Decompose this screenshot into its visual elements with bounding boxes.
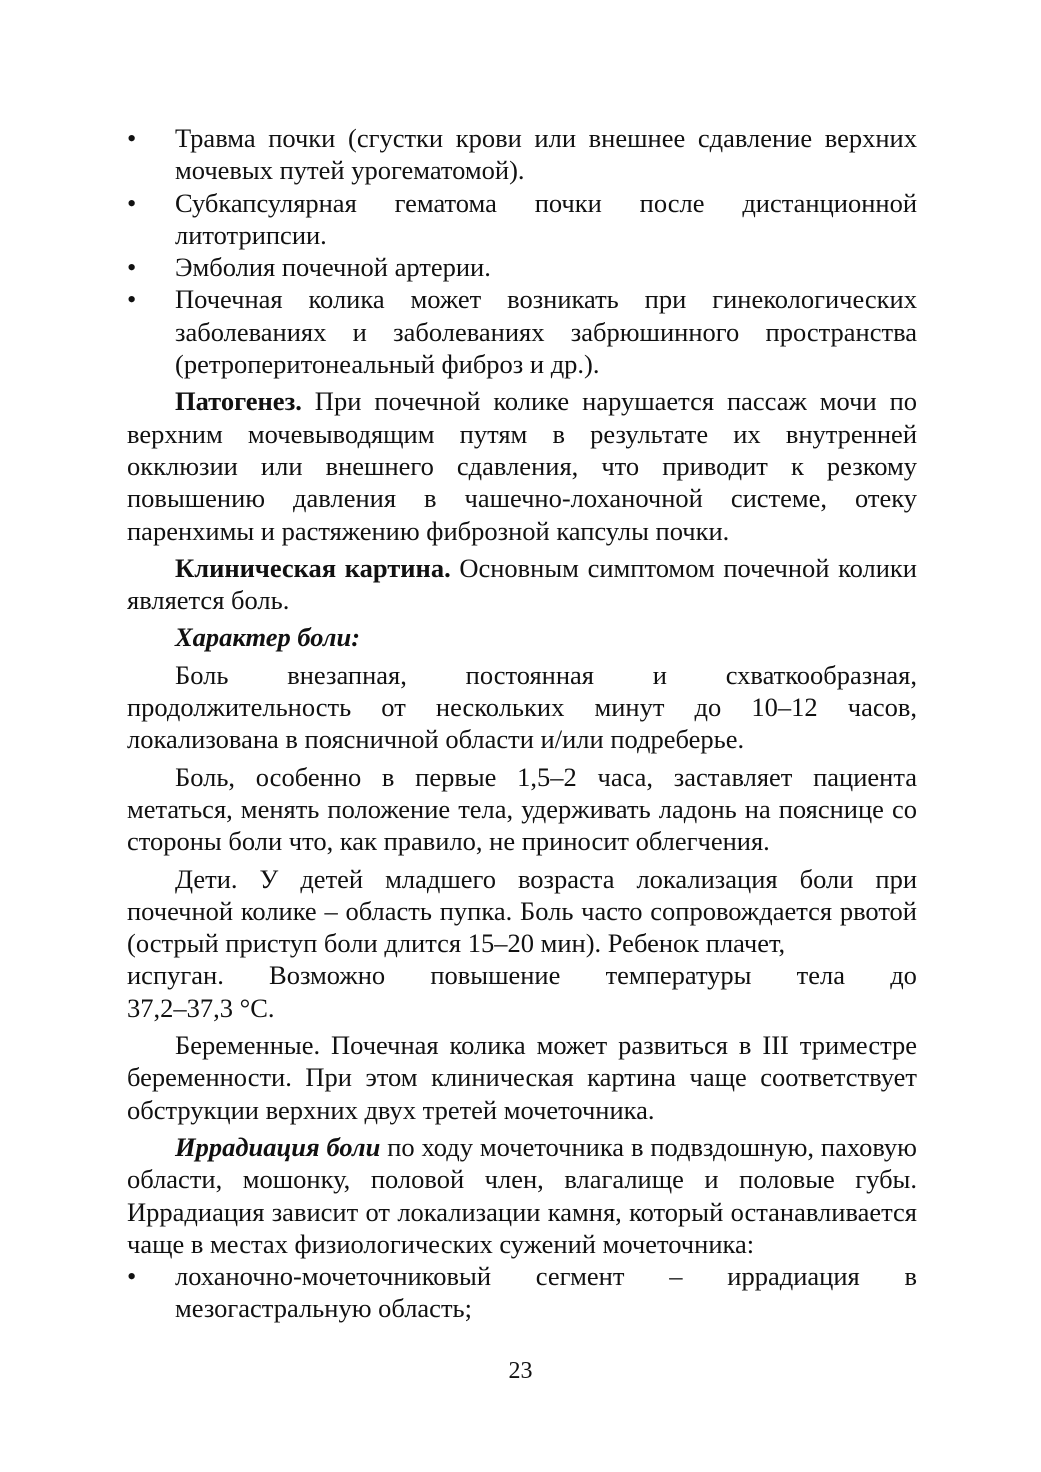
pathogenesis-heading: Патогенез. — [175, 386, 302, 417]
pathogenesis-paragraph — [127, 380, 917, 546]
bullet-icon: • — [127, 187, 137, 218]
spread-word: тела — [796, 960, 846, 991]
pain-paragraph-2: Боль, особенно в первые 1,5–2 часа, заставляет пациента метаться, менять положение тела, удерживать ладонь на пояснице со стороны боли что, как правило, не приносит облегчения. — [127, 761, 917, 857]
spread-word: до — [890, 960, 917, 991]
children-text: Дети. У детей младшего возраста локализация боли при почечной колике – область пупка. Боль часто сопровождается рвотой (острый приступ боли длится 15–20 мин). Ребенок плачет, — [127, 863, 917, 959]
pain-character-title: Характер боли: — [175, 622, 361, 653]
spread-word: повышение — [430, 960, 561, 991]
pain-paragraph-1: Боль внезапная, постоянная и схваткообразная, продолжительность от нескольких минут до 10–12 часов, локализована в поясничной области и/или подреберье. — [127, 659, 917, 755]
list-item — [127, 187, 917, 252]
bullet-icon: • — [127, 252, 137, 283]
bottom-bullet-list — [127, 1260, 917, 1325]
children-paragraph — [127, 858, 917, 1024]
top-bullet-list — [127, 122, 917, 380]
list-item-text: лоханочно-мочеточниковый сегмент – иррадиация в мезогастральную область; — [175, 1261, 917, 1324]
irradiation-heading: Иррадиация боли — [175, 1131, 381, 1162]
children-spread-line — [127, 959, 917, 991]
list-item-text: Эмболия почечной артерии. — [175, 252, 491, 283]
spread-word: испуган. — [127, 960, 224, 991]
spread-word: Возможно — [269, 960, 386, 991]
list-item — [127, 251, 917, 283]
irradiation-paragraph — [127, 1126, 917, 1260]
page-number: 23 — [508, 1358, 533, 1384]
list-item — [127, 122, 917, 187]
pain-character-heading — [127, 616, 917, 653]
bullet-icon: • — [127, 284, 137, 315]
clinical-paragraph — [127, 547, 917, 617]
pregnant-paragraph: Беременные. Почечная колика может развиться в III триместре беременности. При этом клиническая картина чаще соответствует обструкции верхних двух третей мочеточника. — [127, 1030, 917, 1125]
list-item-text: Субкапсулярная гематома почки после дистанционной литотрипсии. — [175, 187, 917, 250]
children-last-line: 37,2–37,3 °С. — [127, 992, 275, 1023]
spread-word: температуры — [605, 960, 752, 991]
pathogenesis-text: При почечной колике нарушается пассаж мочи по верхним мочевыводящим путям в результате их внутренней окклюзии или внешнего сдавления, что приводит к резкому повышению давления в чашечно-лоханочной системе, отеку паренхимы и растяжению фиброзной капсулы почки. — [127, 386, 917, 546]
list-item-text: Почечная колика может возникать при гинекологических заболеваниях и заболеваниях забрюшинного пространства (ретроперитонеальный фиброз и др.). — [175, 284, 917, 380]
clinical-heading: Клиническая картина. — [175, 552, 451, 583]
bullet-icon: • — [127, 1261, 137, 1292]
list-item — [127, 1260, 917, 1325]
list-item-text: Травма почки (сгустки крови или внешнее сдавление верхних мочевых путей урогематомой). — [175, 123, 917, 186]
page-content — [127, 122, 917, 1325]
clinical-text: Основным симптомом почечной колики является боль. — [127, 552, 917, 616]
list-item — [127, 283, 917, 380]
irradiation-text: по ходу мочеточника в подвздошную, паховую области, мошонку, половой член, влагалище и половые губы. Иррадиация зависит от локализации камня, который останавливается чаще в местах физиологических сужений мочеточника: — [127, 1131, 917, 1259]
bullet-icon: • — [127, 123, 137, 153]
